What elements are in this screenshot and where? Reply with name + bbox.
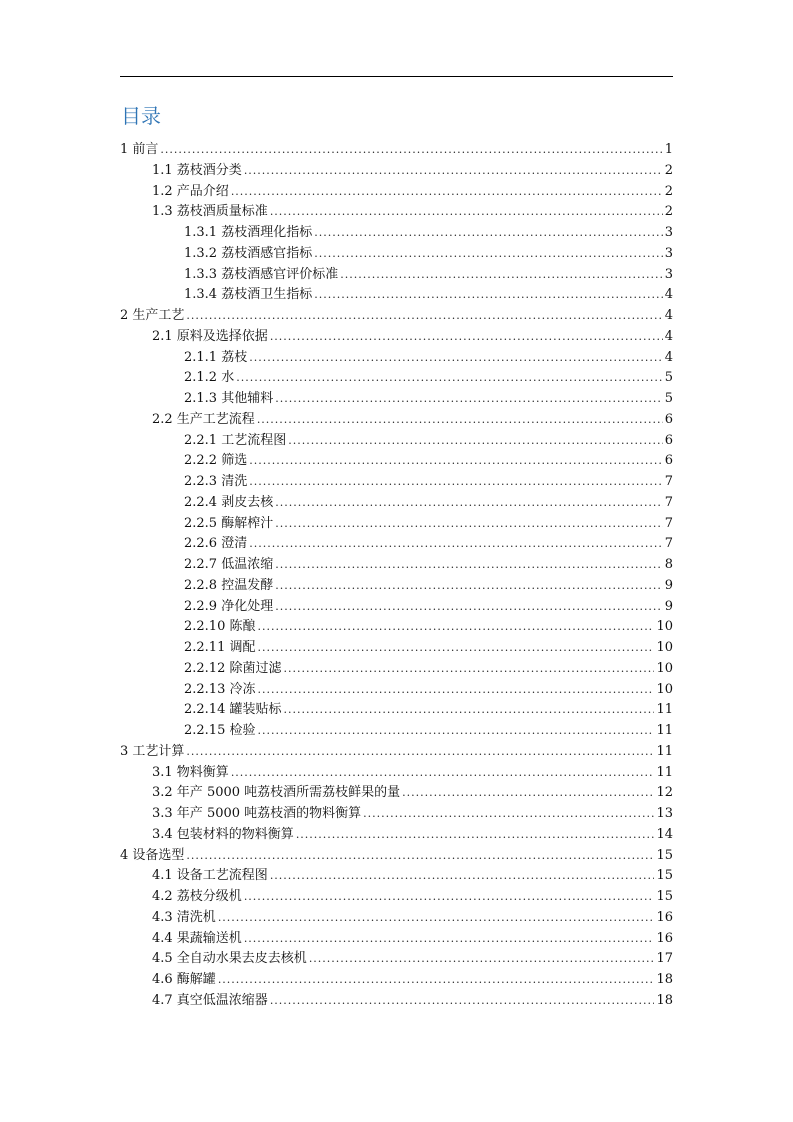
toc-title: 目录 (121, 104, 161, 128)
toc-page-number: 4 (664, 349, 673, 365)
toc-leader-dots (296, 825, 655, 846)
toc-entry[interactable] (120, 555, 673, 576)
toc-entry-text: 4 设备选型 (120, 847, 185, 863)
toc-leader-dots (231, 763, 655, 784)
toc-entry-text: 4.2 荔枝分级机 (152, 889, 242, 904)
toc-entry[interactable] (120, 451, 673, 472)
toc-entry[interactable] (120, 680, 673, 701)
toc-page-number: 7 (664, 536, 673, 552)
toc-leader-dots (270, 991, 655, 1012)
toc-page-number: 18 (656, 992, 673, 1008)
toc-page-number: 11 (656, 723, 673, 738)
toc-page-number: 1 (664, 142, 673, 157)
toc-entry-text: 2.2.8 控温发酵 (184, 577, 274, 593)
toc-entry[interactable] (120, 597, 673, 618)
toc-entry[interactable] (120, 783, 673, 804)
toc-page-number: 3 (664, 245, 673, 261)
toc-entry-text: 2.1.2 水 (184, 370, 235, 386)
toc-leader-dots (160, 140, 662, 161)
toc-page-number: 17 (656, 951, 673, 967)
toc-entry-text: 2.2.11 调配 (184, 640, 256, 655)
toc-page-number: 8 (664, 557, 673, 572)
toc-leader-dots (270, 327, 663, 348)
toc-leader-dots (283, 659, 654, 680)
toc-page-number: 10 (656, 660, 673, 676)
toc-entry[interactable] (120, 514, 673, 535)
toc-leader-dots (314, 223, 663, 244)
toc-entry[interactable] (120, 265, 673, 286)
toc-leader-dots (275, 576, 663, 597)
toc-entry[interactable] (120, 472, 673, 493)
toc-page-number: 14 (656, 826, 673, 842)
toc-page-number: 10 (656, 640, 673, 655)
toc-leader-dots (249, 348, 663, 369)
toc-entry[interactable] (120, 348, 673, 369)
toc-leader-dots (244, 161, 663, 182)
toc-page-number: 3 (664, 266, 673, 282)
toc-entry[interactable] (120, 534, 673, 555)
toc-entry[interactable] (120, 659, 673, 680)
toc-entry-text: 2.2.1 工艺流程图 (184, 432, 287, 448)
toc-page-number: 16 (656, 930, 673, 946)
toc-entry[interactable] (120, 223, 673, 244)
toc-page-number: 2 (664, 162, 673, 178)
toc-page-number: 11 (656, 743, 673, 759)
toc-entry-text: 1.3.3 荔枝酒感官评价标准 (184, 266, 339, 282)
toc-leader-dots (270, 866, 655, 887)
toc-entry[interactable] (120, 161, 673, 182)
toc-entry-text: 4.6 酶解罐 (152, 972, 216, 987)
toc-entry-text: 1.1 荔枝酒分类 (152, 162, 242, 178)
toc-entry-text: 1.3.2 荔枝酒感官指标 (184, 245, 313, 261)
toc-leader-dots (244, 929, 655, 950)
toc-leader-dots (314, 244, 663, 265)
toc-leader-dots (275, 555, 663, 576)
toc-entry-text: 3.2 年产 5000 吨荔枝酒所需荔枝鲜果的量 (152, 785, 401, 801)
toc-entry-text: 4.4 果蔬输送机 (152, 930, 242, 946)
toc-entry-text: 3.1 物料衡算 (152, 764, 229, 780)
toc-leader-dots (309, 949, 655, 970)
toc-page-number: 9 (664, 577, 673, 593)
toc-entry-text: 4.5 全自动水果去皮去核机 (152, 951, 307, 967)
toc-entry[interactable] (120, 929, 673, 950)
toc-entry-text: 1.3 荔枝酒质量标准 (152, 204, 268, 220)
toc-page-number: 4 (664, 287, 673, 303)
toc-page-number: 13 (656, 806, 673, 821)
toc-entry-text: 2.2.13 冷冻 (184, 681, 256, 697)
toc-page-number: 15 (656, 868, 673, 884)
toc-leader-dots (186, 306, 662, 327)
toc-leader-dots (314, 285, 663, 306)
toc-entry[interactable] (120, 742, 673, 763)
toc-leader-dots (244, 887, 655, 908)
toc-entry-text: 4.7 真空低温浓缩器 (152, 992, 268, 1008)
toc-page-number: 4 (664, 308, 673, 323)
toc-entry-text: 4.1 设备工艺流程图 (152, 868, 268, 884)
toc-entry[interactable] (120, 887, 673, 908)
toc-page-number: 16 (656, 909, 673, 925)
toc-entry[interactable] (120, 306, 673, 327)
toc-entry[interactable] (120, 825, 673, 846)
toc-leader-dots (249, 451, 663, 472)
toc-leader-dots (257, 617, 654, 638)
toc-leader-dots (249, 534, 663, 555)
toc-page-number: 11 (656, 702, 673, 718)
toc-leader-dots (275, 493, 663, 514)
toc-entry[interactable] (120, 763, 673, 784)
toc-page-number: 10 (656, 619, 673, 635)
toc-entry[interactable] (120, 638, 673, 659)
toc-leader-dots (236, 368, 663, 389)
toc-page-number: 5 (664, 370, 673, 386)
toc-entry-text: 2.2.2 筛选 (184, 453, 248, 469)
toc-entry-text: 2.2.10 陈酿 (184, 619, 256, 635)
toc-leader-dots (257, 638, 654, 659)
toc-entry-text: 1.3.4 荔枝酒卫生指标 (184, 287, 313, 303)
toc-page-number: 6 (664, 432, 673, 448)
toc-entry-text: 2.2.5 酶解榨汁 (184, 515, 274, 531)
toc-entry[interactable] (120, 368, 673, 389)
toc-entry-text: 2.1.1 荔枝 (184, 349, 248, 365)
toc-leader-dots (218, 908, 655, 929)
toc-entry[interactable] (120, 431, 673, 452)
toc-page-number: 2 (664, 183, 673, 199)
toc-entry-text: 1.2 产品介绍 (152, 183, 229, 199)
toc-page-number: 6 (664, 411, 673, 427)
toc-entry-text: 2.2.7 低温浓缩 (184, 557, 274, 572)
toc-leader-dots (363, 804, 654, 825)
toc-leader-dots (275, 597, 663, 618)
toc-entry[interactable] (120, 202, 673, 223)
toc-page-number: 11 (656, 764, 673, 780)
toc-page-number: 4 (664, 328, 673, 344)
toc-entry[interactable] (120, 970, 673, 991)
toc-leader-dots (186, 742, 654, 763)
header-rule (120, 76, 673, 77)
toc-leader-dots (288, 431, 663, 452)
toc-entry-text: 4.3 清洗机 (152, 909, 216, 925)
toc-entry-text: 2.2 生产工艺流程 (152, 411, 255, 427)
toc-leader-dots (270, 202, 663, 223)
toc-page-number: 7 (664, 494, 673, 510)
toc-leader-dots (275, 514, 663, 535)
toc-page-number: 7 (664, 515, 673, 531)
toc-page-number: 15 (656, 847, 673, 863)
toc-leader-dots (257, 680, 654, 701)
toc-entry-text: 3 工艺计算 (120, 743, 185, 759)
toc-entry-text: 2.2.6 澄清 (184, 536, 248, 552)
toc-entry[interactable] (120, 389, 673, 410)
toc-entry[interactable] (120, 576, 673, 597)
toc-page-number: 5 (664, 391, 673, 406)
toc-page-number: 10 (656, 681, 673, 697)
toc-page-number: 12 (656, 785, 673, 801)
toc-page-number: 3 (664, 225, 673, 240)
toc-entry-text: 1.3.1 荔枝酒理化指标 (184, 225, 313, 240)
toc-leader-dots (218, 970, 655, 991)
toc-entry[interactable] (120, 949, 673, 970)
toc-leader-dots (257, 410, 663, 431)
toc-entry-text: 2.2.14 罐装贴标 (184, 702, 282, 718)
toc-entry[interactable] (120, 721, 673, 742)
toc-entry-text: 2.1 原料及选择依据 (152, 328, 268, 344)
toc-entry[interactable] (120, 804, 673, 825)
toc-page-number: 18 (656, 972, 673, 987)
toc-entry-text: 3.3 年产 5000 吨荔枝酒的物料衡算 (152, 806, 362, 821)
toc-entry[interactable] (120, 493, 673, 514)
toc-page-number: 15 (656, 889, 673, 904)
toc-entry-text: 1 前言 (120, 142, 159, 157)
toc-leader-dots (402, 783, 654, 804)
toc-entry[interactable] (120, 846, 673, 867)
toc-leader-dots (340, 265, 663, 286)
toc-page-number: 2 (664, 204, 673, 220)
toc-entry[interactable] (120, 617, 673, 638)
toc-leader-dots (257, 721, 654, 742)
toc-page-number: 7 (664, 474, 673, 489)
toc-entry-text: 3.4 包装材料的物料衡算 (152, 826, 294, 842)
toc-leader-dots (186, 846, 654, 867)
toc-entry[interactable] (120, 244, 673, 265)
toc-leader-dots (283, 700, 654, 721)
table-of-contents (120, 140, 673, 1012)
toc-entry[interactable] (120, 700, 673, 721)
toc-entry[interactable] (120, 140, 673, 161)
toc-page-number: 6 (664, 453, 673, 469)
toc-entry[interactable] (120, 410, 673, 431)
toc-entry[interactable] (120, 991, 673, 1012)
toc-leader-dots (249, 472, 663, 493)
toc-entry-text: 2.2.3 清洗 (184, 474, 248, 489)
toc-entry[interactable] (120, 866, 673, 887)
toc-entry-text: 2.2.12 除菌过滤 (184, 660, 282, 676)
toc-entry[interactable] (120, 182, 673, 203)
toc-leader-dots (275, 389, 663, 410)
toc-entry-text: 2.2.4 剥皮去核 (184, 494, 274, 510)
toc-page-number: 9 (664, 598, 673, 614)
toc-entry[interactable] (120, 908, 673, 929)
toc-entry-text: 2.2.9 净化处理 (184, 598, 274, 614)
toc-entry-text: 2 生产工艺 (120, 308, 185, 323)
toc-leader-dots (231, 182, 663, 203)
toc-entry[interactable] (120, 327, 673, 348)
toc-entry[interactable] (120, 285, 673, 306)
toc-entry-text: 2.2.15 检验 (184, 723, 256, 738)
toc-entry-text: 2.1.3 其他辅料 (184, 391, 274, 406)
